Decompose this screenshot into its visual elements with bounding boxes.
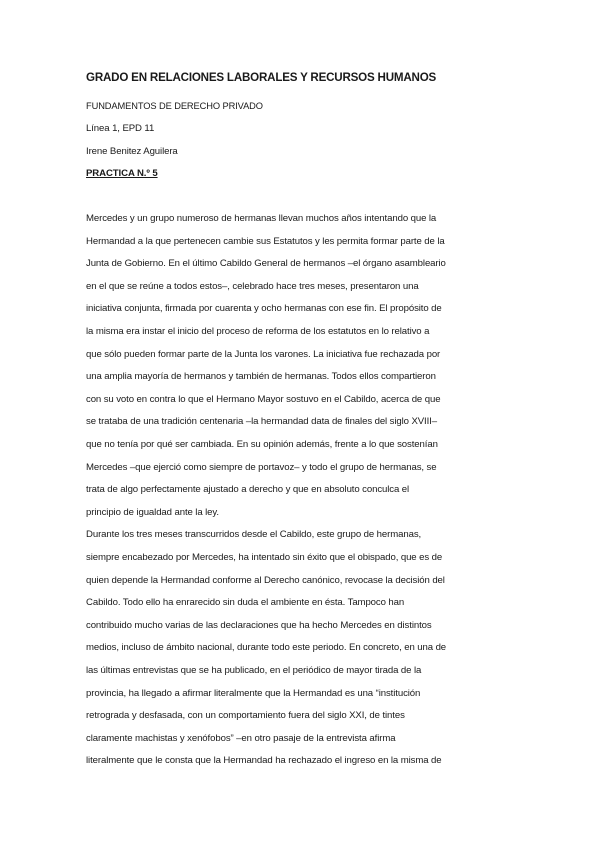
body-line: iniciativa conjunta, firmada por cuarenta y ocho hermanas con ese fin. El propósito de xyxy=(86,303,442,314)
body-line: en el que se reúne a todos estos–, celebrado hace tres meses, presentaron una xyxy=(86,281,419,292)
body-line: una amplia mayoría de hermanos y también de hermanas. Todos ellos compartieron xyxy=(86,371,436,382)
body-line: Cabildo. Todo ello ha enrarecido sin duda el ambiente en ésta. Tampoco han xyxy=(86,597,405,608)
body-line: trata de algo perfectamente ajustado a derecho y que en absoluto conculca el xyxy=(86,484,410,495)
body-line: siempre encabezado por Mercedes, ha intentado sin éxito que el obispado, que es de xyxy=(86,552,443,563)
author-name: Irene Benitez Aguilera xyxy=(86,146,178,157)
group-label: Línea 1, EPD 11 xyxy=(86,123,155,134)
body-line: Mercedes –que ejerció como siempre de portavoz– y todo el grupo de hermanas, se xyxy=(86,462,437,473)
body-line: literalmente que le consta que la Hermandad ha rechazado el ingreso en la misma de xyxy=(86,755,442,766)
body-line: Junta de Gobierno. En el último Cabildo General de hermanos –el órgano asambleario xyxy=(86,258,446,269)
practice-heading: PRACTICA N.º 5 xyxy=(86,168,158,179)
body-line: se trataba de una tradición centenaria –la hermandad data de finales del siglo XVIII– xyxy=(86,416,437,427)
body-line: principio de igualdad ante la ley. xyxy=(86,507,219,518)
body-line: contribuido mucho varias de las declaraciones que ha hecho Mercedes en distintos xyxy=(86,620,432,631)
body-line: Hermandad a la que pertenecen cambie sus Estatutos y les permita formar parte de la xyxy=(86,236,445,247)
body-line: medios, incluso de ámbito nacional, durante todo este periodo. En concreto, en una de xyxy=(86,642,447,653)
body-line: Durante los tres meses transcurridos desde el Cabildo, este grupo de hermanas, xyxy=(86,529,422,540)
body-line: la misma era instar el inicio del proceso de reforma de los estatutos en lo relativo a xyxy=(86,326,430,337)
body-line: con su voto en contra lo que el Hermano Mayor sostuvo en el Cabildo, acerca de que xyxy=(86,394,441,405)
body-line: retrograda y desfasada, con un comportamiento fuera del siglo XXI, de tintes xyxy=(86,710,405,721)
body-line: Mercedes y un grupo numeroso de hermanas llevan muchos años intentando que la xyxy=(86,213,437,224)
subject-name: FUNDAMENTOS DE DERECHO PRIVADO xyxy=(86,101,263,111)
body-line: quien depende la Hermandad conforme al Derecho canónico, revocase la decisión del xyxy=(86,575,445,586)
body-line: que sólo pueden formar parte de la Junta los varones. La iniciativa fue rechazada por xyxy=(86,349,441,360)
document-title: GRADO EN RELACIONES LABORALES Y RECURSOS HUMANOS xyxy=(86,71,437,84)
body-line: claramente machistas y xenófobos” –en otro pasaje de la entrevista afirma xyxy=(86,733,396,744)
body-line: que no tenía por qué ser cambiada. En su opinión además, frente a lo que sostenían xyxy=(86,439,438,450)
body-line: provincia, ha llegado a afirmar literalmente que la Hermandad es una “institución xyxy=(86,688,421,699)
body-line: las últimas entrevistas que se ha publicado, en el periódico de mayor tirada de la xyxy=(86,665,422,676)
